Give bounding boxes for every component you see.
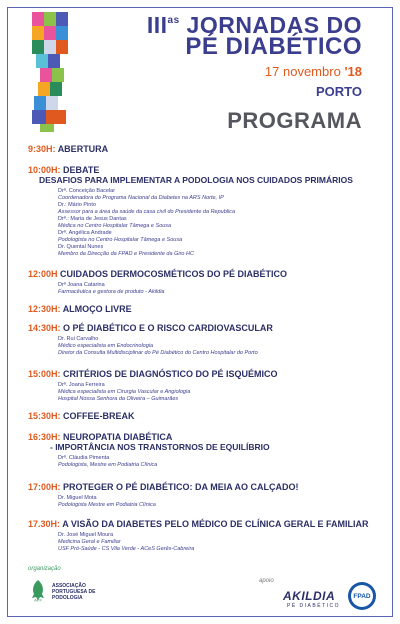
apoio-label: apoio xyxy=(259,578,274,584)
svg-text:APF: APF xyxy=(34,597,42,602)
organizacao-label: organização xyxy=(28,566,61,572)
event-city: PORTO xyxy=(316,84,362,99)
schedule-item: 12:00H CUIDADOS DERMOCOSMÉTICOS DO PÉ DIABÉTICO Drª Joana Catarina Farmacêutica e gestora de produto - Akildia xyxy=(28,269,288,295)
schedule-item: 10:00H: DEBATE DESAFIOS PARA IMPLEMENTAR A PODOLOGIA NOS CUIDADOS PRIMÁRIOS Drª. Conceição Bacelar Coordenadora do Programa Nacional da Diabetes na ARS Norte, IP Dr.: Mário Pinto Assessor para a área da saúde da casa civil do Presidente da Republica Drª.: Maria de Jesus Dantas Médica no Centro Hospitalar Tâmega e Sousa Drª. Angélica Andrade Podologista no Centro Hospitalar Tâmega e Sousa Dr. Quental Nunes Membro da Direcção da FPAD e Presidente da Giro HC xyxy=(28,165,353,257)
apf-logo-icon xyxy=(28,578,48,602)
akildia-logo: AKILDIA xyxy=(283,589,336,603)
event-date: 17 novembro '18 xyxy=(264,64,362,79)
schedule-item: 12:30H: ALMOÇO LIVRE xyxy=(28,304,132,314)
puzzle-foot-logo xyxy=(30,10,70,135)
fpad-logo: FPAD xyxy=(348,582,376,610)
event-title-line2: PÉ DIABÉTICO xyxy=(185,33,362,60)
schedule-item: 15:00H: CRITÉRIOS DE DIAGNÓSTICO DO PÉ ISQUÉMICO Drª. Joana Ferreira Médica especialista em Cirurgia Vascular e Angiologia Hospital Nossa Senhora da Oliveira – Guimarães xyxy=(28,369,278,402)
schedule-item: 15:30H: COFFEE-BREAK xyxy=(28,411,135,421)
programa-heading: PROGRAMA xyxy=(227,108,362,133)
schedule-item: 9:30H: ABERTURA xyxy=(28,144,109,154)
apf-name: ASSOCIAÇÃO PORTUGUESA DE PODOLOGIA xyxy=(52,583,96,601)
schedule-item: 14:30H: O PÉ DIABÉTICO E O RISCO CARDIOVASCULAR Dr. Rui Carvalho Médico especialista em Endocrinologia Diretor da Consulta Multidisciplinar do Pé Diabético do Centro Hospitalar do Porto xyxy=(28,323,273,356)
akildia-subtitle: PÉ DIABÉTICO xyxy=(287,603,341,609)
schedule-item: 16:30H: NEUROPATIA DIABÉTICA - IMPORTÂNCIA NOS TRANSTORNOS DE EQUILÍBRIO Drª. Cláudia Pimenta Podologista, Mestre em Podiatria Clínica xyxy=(28,432,270,468)
schedule-item: 17.30H: A VISÃO DA DIABETES PELO MÉDICO DE CLÍNICA GERAL E FAMILIAR Dr. José Miguel Moura Medicina Geral e Familiar USF Pró-Saúde - CS Vila Verde - ACeS Gerês-Cabreira xyxy=(28,519,369,552)
event-title-line1: $III^{as}$ JORNADAS DO xyxy=(146,12,362,38)
schedule-item: 17:00H: PROTEGER O PÉ DIABÉTICO: DA MEIA AO CALÇADO! Dr. Miguel Mota Podologista Mestre em Podiatria Clínica xyxy=(28,482,299,508)
